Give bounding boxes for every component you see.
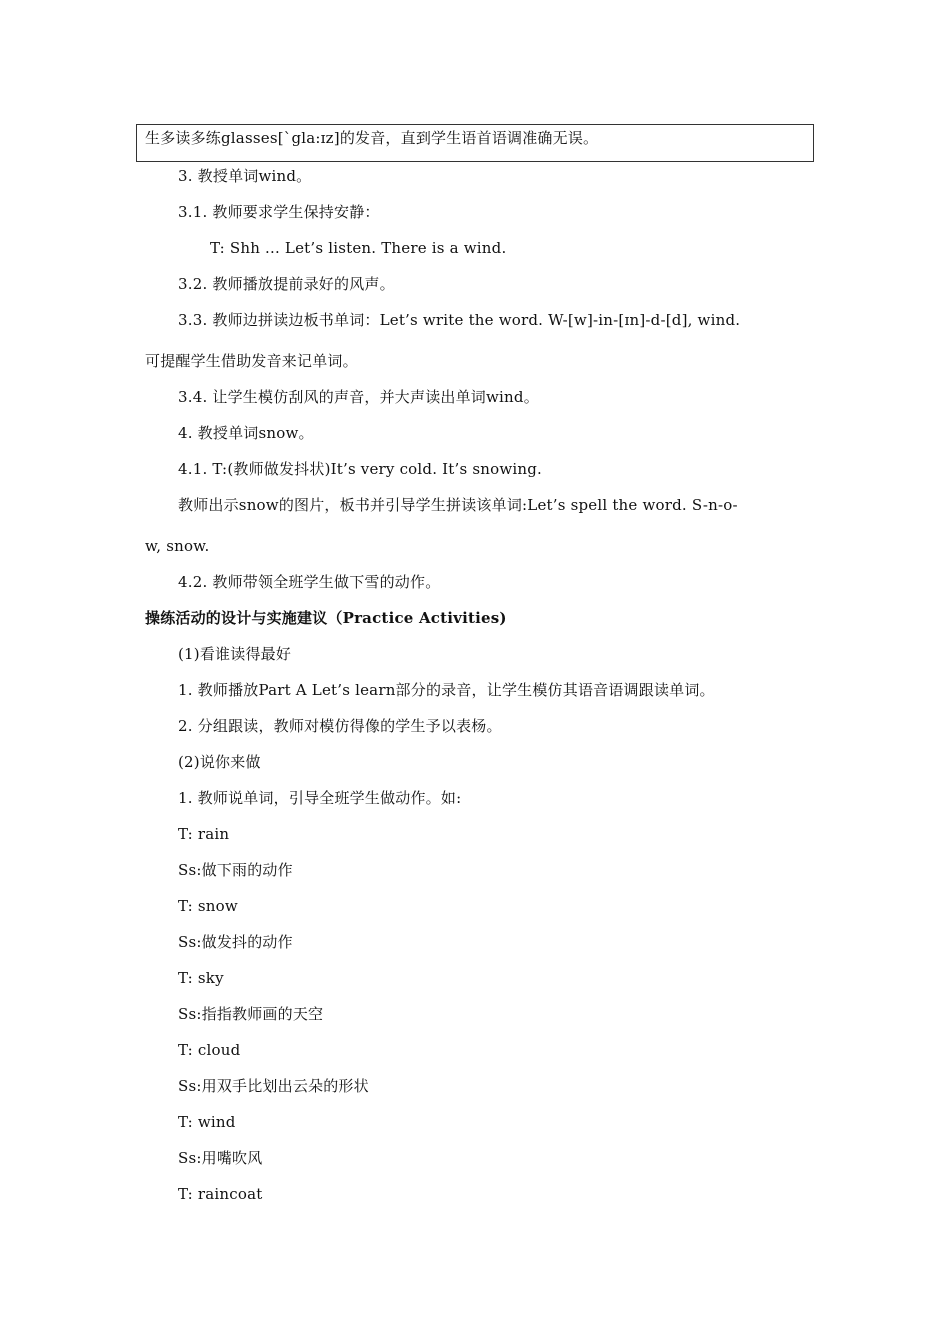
- dialogue-ss-snow: Ss:做发抖的动作: [178, 933, 293, 951]
- dialogue-t-cloud: T: cloud: [178, 1041, 241, 1059]
- step-4-2: 4.2. 教师带领全班学生做下雪的动作。: [178, 573, 441, 591]
- step-3-1: 3.1. 教师要求学生保持安静：: [178, 203, 380, 221]
- step-4-1-spell: 教师出示snow的图片，板书并引导学生拼读该单词:Let’s spell the word. S-n-o-: [178, 496, 738, 514]
- activity-1-title: (1)看谁读得最好: [178, 645, 292, 663]
- dialogue-t-rain: T: rain: [178, 825, 230, 843]
- step-3-heading: 3. 教授单词wind。: [178, 167, 312, 185]
- activity-1-step-2: 2. 分组跟读，教师对模仿得像的学生予以表杨。: [178, 717, 502, 735]
- teacher-dialogue-wind: T: Shh ... Let’s listen. There is a wind.: [210, 239, 507, 257]
- step-3-3-continued: 可提醒学生借助发音来记单词。: [145, 352, 358, 370]
- section-heading-practice: 操练活动的设计与实施建议（Practice Activities): [145, 609, 507, 627]
- boxed-text: 生多读多练glasses[`gla:ɪz]的发音，直到学生语首语调准确无误。: [145, 129, 599, 147]
- activity-2-step-1: 1. 教师说单词，引导全班学生做动作。如:: [178, 789, 462, 807]
- dialogue-ss-cloud: Ss:用双手比划出云朵的形状: [178, 1077, 369, 1095]
- dialogue-t-wind: T: wind: [178, 1113, 236, 1131]
- dialogue-t-snow: T: snow: [178, 897, 238, 915]
- step-4-1: 4.1. T:(教师做发抖状)It’s very cold. It’s snowing.: [178, 460, 542, 478]
- activity-2-title: (2)说你来做: [178, 753, 261, 771]
- activity-1-step-1: 1. 教师播放Part A Let’s learn部分的录音，让学生模仿其语音语调跟读单词。: [178, 681, 715, 699]
- dialogue-t-sky: T: sky: [178, 969, 224, 987]
- step-4-heading: 4. 教授单词snow。: [178, 424, 314, 442]
- step-3-2: 3.2. 教师播放提前录好的风声。: [178, 275, 395, 293]
- step-3-3: 3.3. 教师边拼读边板书单词：Let’s write the word. W-[w]-in-[ɪn]-d-[d], wind.: [178, 311, 741, 329]
- dialogue-t-raincoat: T: raincoat: [178, 1185, 263, 1203]
- step-4-1-spell-continued: w, snow.: [145, 537, 210, 555]
- dialogue-ss-wind: Ss:用嘴吹风: [178, 1149, 263, 1167]
- dialogue-ss-sky: Ss:指指教师画的天空: [178, 1005, 324, 1023]
- step-3-4: 3.4. 让学生模仿刮风的声音，并大声读出单词wind。: [178, 388, 539, 406]
- dialogue-ss-rain: Ss:做下雨的动作: [178, 861, 293, 879]
